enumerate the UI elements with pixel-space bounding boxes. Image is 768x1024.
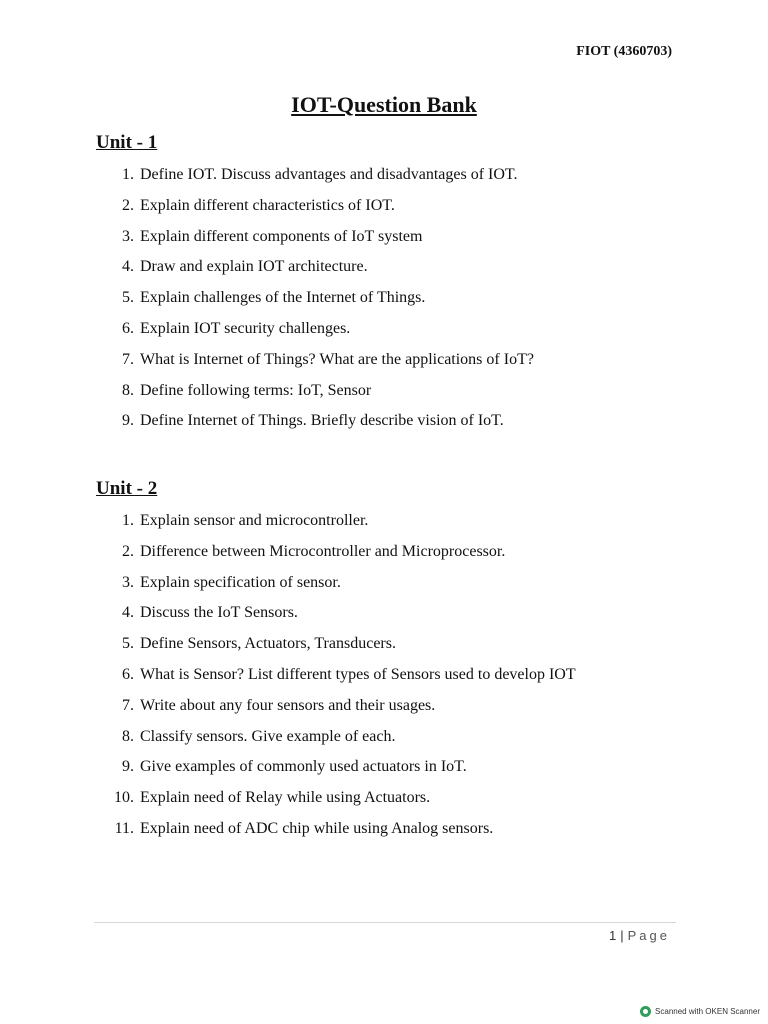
unit-1-heading: Unit - 1 bbox=[96, 132, 158, 153]
question-text: Give examples of commonly used actuators in IoT. bbox=[140, 758, 467, 776]
question-text: Explain IOT security challenges. bbox=[140, 320, 351, 337]
question-number: 9. bbox=[122, 758, 134, 776]
question-number: 4. bbox=[122, 258, 134, 276]
question-text: Explain need of Relay while using Actuators. bbox=[140, 789, 431, 807]
question-number: 2. bbox=[122, 542, 134, 560]
question-item bbox=[0, 820, 768, 842]
question-text: Define following terms: IoT, Sensor bbox=[140, 381, 372, 399]
question-number: 9. bbox=[122, 412, 134, 430]
question-text: Define IOT. Discuss advantages and disadvantages of IOT. bbox=[140, 166, 518, 183]
question-item bbox=[0, 197, 768, 219]
question-item bbox=[0, 666, 768, 688]
question-number: 6. bbox=[122, 320, 134, 337]
question-number: 1. bbox=[122, 512, 134, 529]
question-item bbox=[0, 789, 768, 811]
footer-divider bbox=[94, 922, 676, 923]
question-item bbox=[0, 166, 768, 188]
page-separator: | bbox=[620, 928, 624, 943]
question-item bbox=[0, 728, 768, 750]
question-item bbox=[0, 697, 768, 719]
question-number: 4. bbox=[122, 604, 134, 622]
question-text: Write about any four sensors and their usages. bbox=[140, 696, 436, 714]
question-number: 8. bbox=[122, 381, 134, 399]
question-text: Explain need of ADC chip while using Analog sensors. bbox=[140, 820, 494, 837]
question-text: Define Internet of Things. Briefly describe vision of IoT. bbox=[140, 412, 504, 430]
question-number: 11. bbox=[114, 820, 134, 837]
scanner-logo-icon bbox=[640, 1006, 651, 1017]
question-text: Explain specification of sensor. bbox=[140, 573, 341, 591]
scanner-watermark-text: Scanned with OKEN Scanner bbox=[655, 1007, 760, 1016]
page-title: IOT-Question Bank bbox=[291, 92, 477, 117]
course-code: FIOT (4360703) bbox=[576, 44, 672, 59]
question-item bbox=[0, 604, 768, 626]
question-item bbox=[0, 351, 768, 373]
question-item bbox=[0, 635, 768, 657]
question-text: Explain different components of IoT system bbox=[140, 227, 423, 245]
question-item bbox=[0, 758, 768, 780]
question-number: 5. bbox=[122, 289, 134, 307]
page-label bbox=[609, 928, 670, 943]
question-text: What is Internet of Things? What are the applications of IoT? bbox=[140, 350, 534, 368]
question-text: Explain challenges of the Internet of Things. bbox=[140, 289, 426, 307]
question-item bbox=[0, 512, 768, 534]
question-item bbox=[0, 320, 768, 342]
scanner-watermark bbox=[640, 1006, 760, 1017]
question-item bbox=[0, 289, 768, 311]
question-number: 7. bbox=[122, 696, 134, 714]
question-number: 7. bbox=[122, 350, 134, 368]
page-word: Page bbox=[627, 928, 670, 943]
question-text: Explain different characteristics of IOT. bbox=[140, 196, 395, 214]
question-text: Classify sensors. Give example of each. bbox=[140, 727, 396, 745]
question-item bbox=[0, 382, 768, 404]
question-item bbox=[0, 574, 768, 596]
question-item bbox=[0, 412, 768, 434]
question-number: 6. bbox=[122, 666, 134, 683]
question-text: Explain sensor and microcontroller. bbox=[140, 512, 369, 529]
page-number: 1 bbox=[609, 928, 617, 943]
question-item bbox=[0, 258, 768, 280]
question-item bbox=[0, 228, 768, 250]
question-text: Difference between Microcontroller and Microprocessor. bbox=[140, 542, 506, 560]
question-text: What is Sensor? List different types of Sensors used to develop IOT bbox=[140, 666, 576, 683]
question-text: Draw and explain IOT architecture. bbox=[140, 258, 368, 276]
question-number: 8. bbox=[122, 727, 134, 745]
question-number: 3. bbox=[122, 227, 134, 245]
question-number: 5. bbox=[122, 635, 134, 653]
question-number: 3. bbox=[122, 573, 134, 591]
unit-2-heading: Unit - 2 bbox=[96, 478, 158, 499]
question-text: Discuss the IoT Sensors. bbox=[140, 604, 298, 622]
question-text: Define Sensors, Actuators, Transducers. bbox=[140, 635, 396, 653]
question-number: 10. bbox=[114, 789, 134, 807]
question-number: 1. bbox=[122, 166, 134, 183]
question-item bbox=[0, 543, 768, 565]
question-number: 2. bbox=[122, 196, 134, 214]
